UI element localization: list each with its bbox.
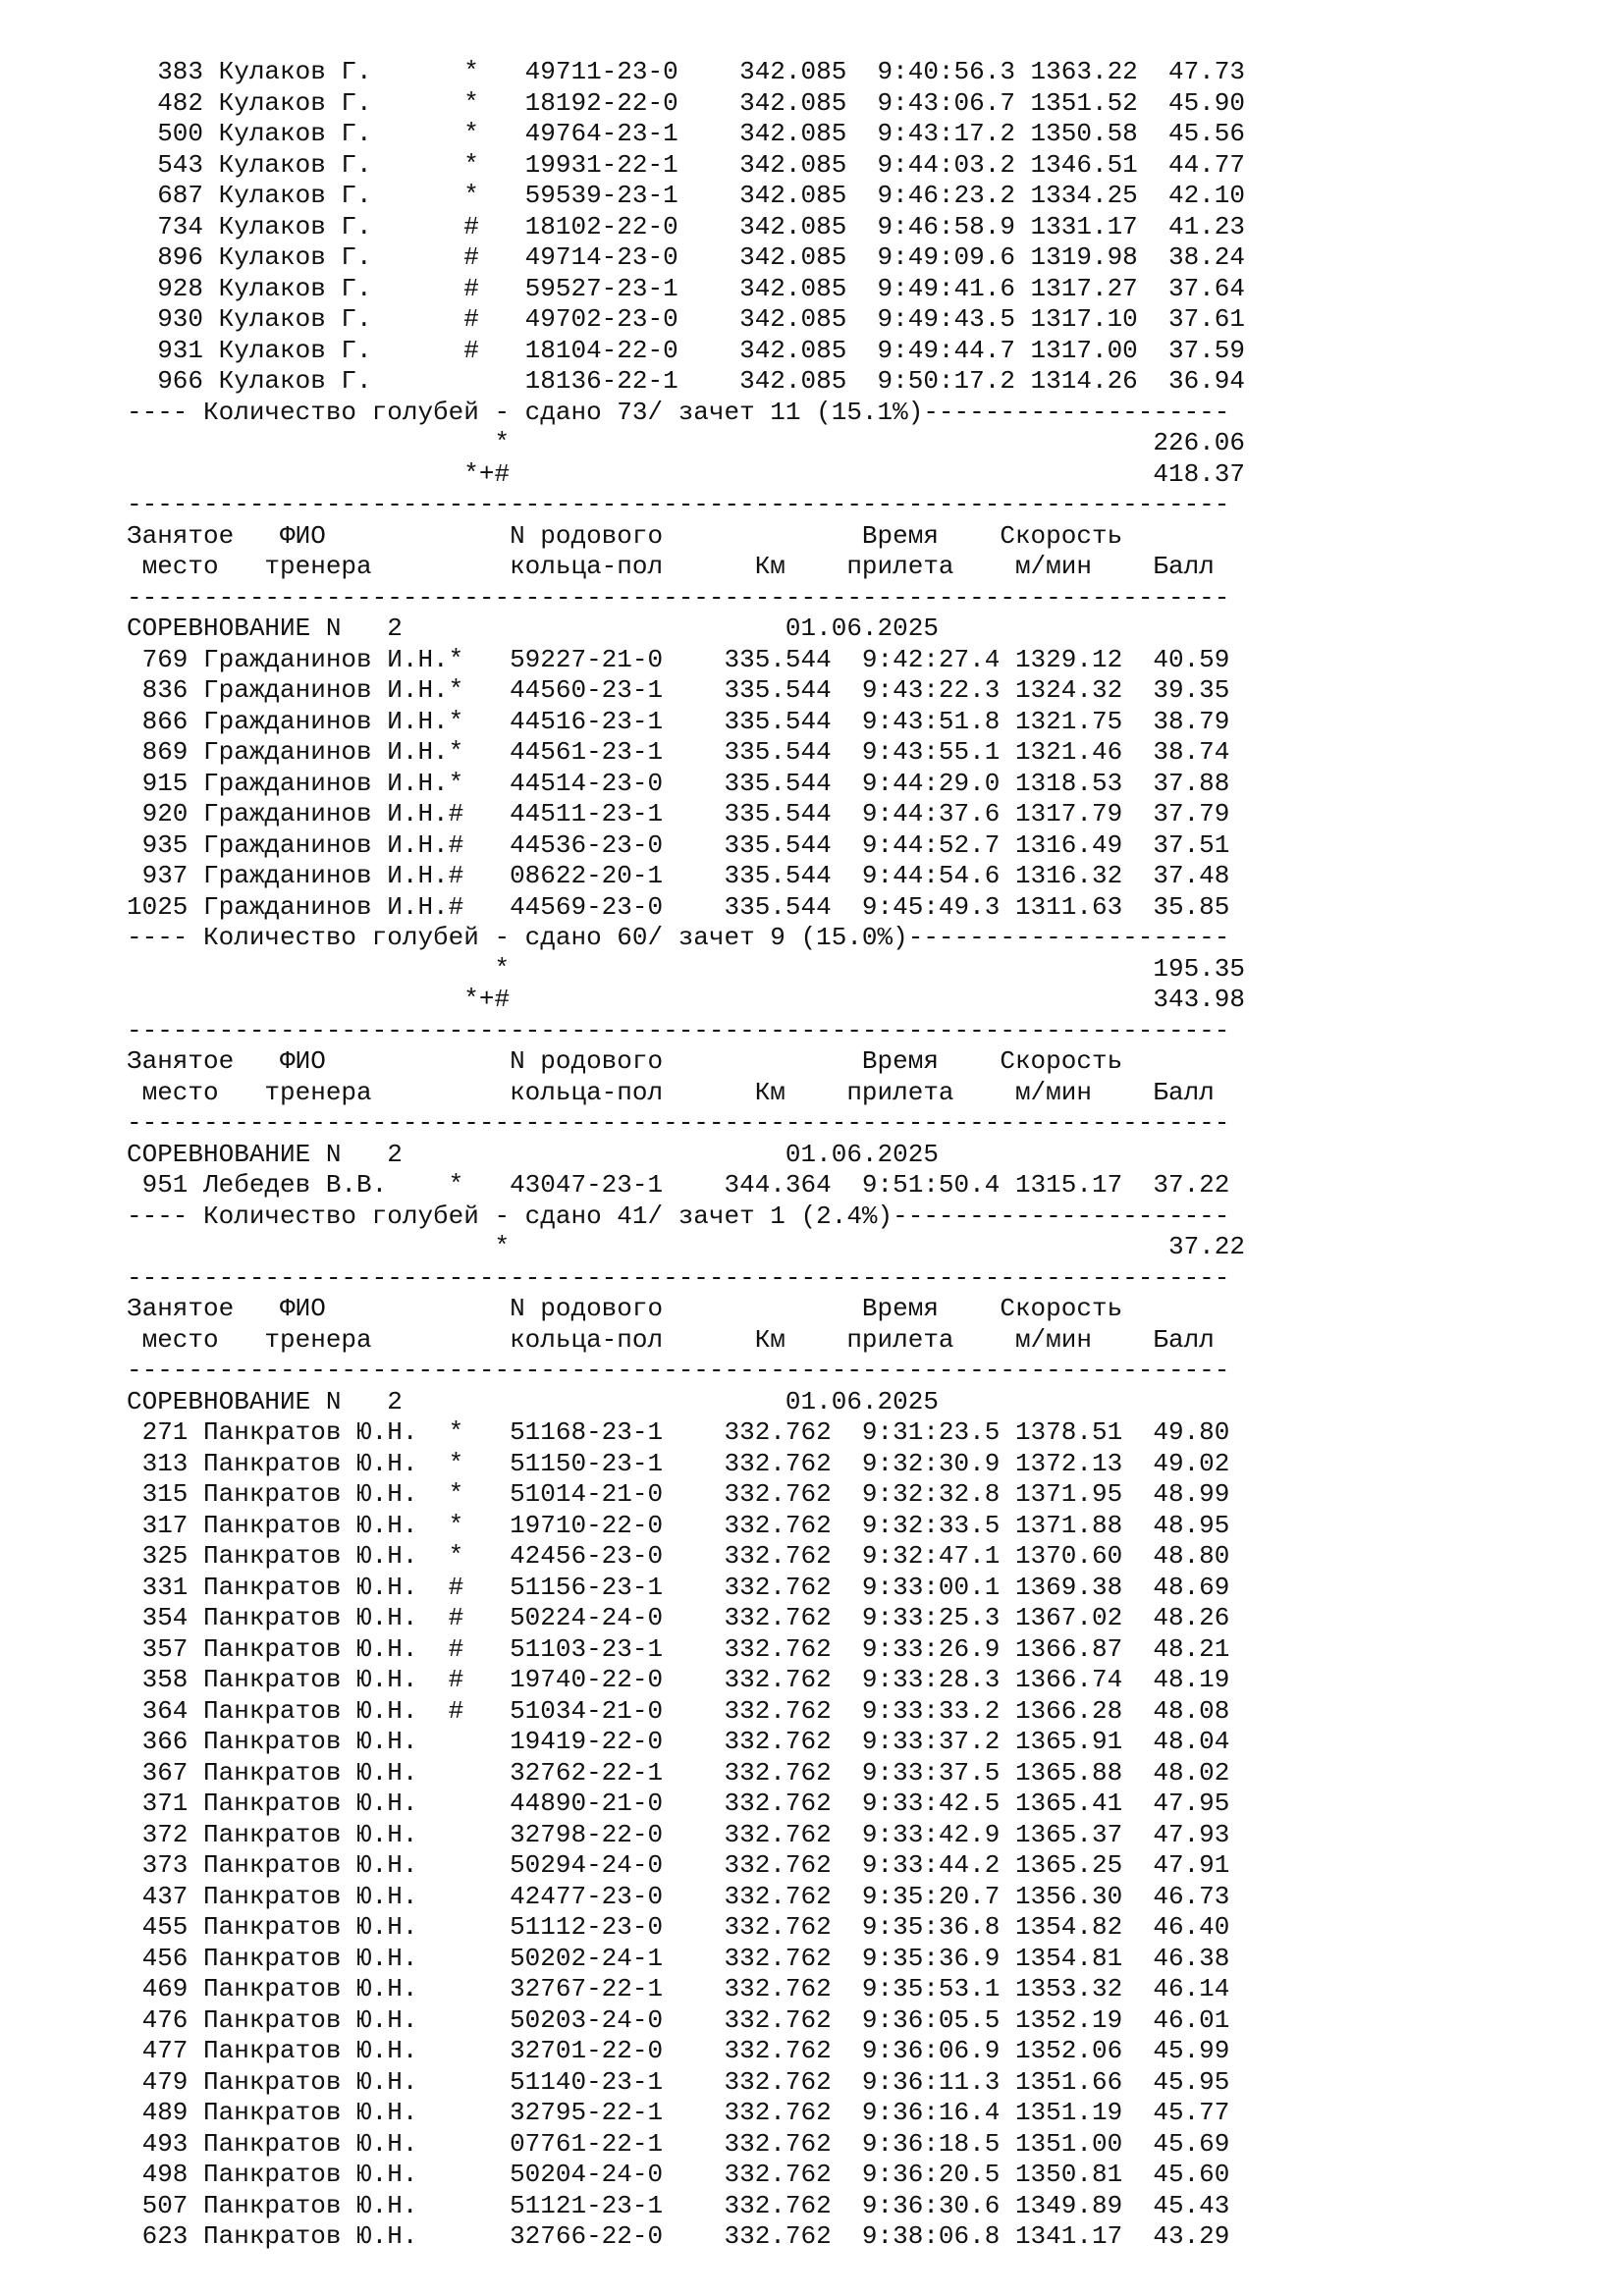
result-row: 498 Панкратов Ю.Н. 50204-24-0 332.762 9:36:20.5 1350.81 45.60 <box>127 2160 1230 2189</box>
result-row: 479 Панкратов Ю.Н. 51140-23-1 332.762 9:36:11.3 1351.66 45.95 <box>127 2066 1230 2097</box>
result-row: 937 Гражданинов И.Н.# 08622-20-1 335.544 9:44:54.6 1316.32 37.48 <box>127 861 1230 890</box>
result-row: 357 Панкратов Ю.Н. # 51103-23-1 332.762 9:33:26.9 1366.87 48.21 <box>127 1633 1230 1664</box>
result-row: 315 Панкратов Ю.Н. * 51014-21-0 332.762 9:32:32.8 1371.95 48.99 <box>127 1479 1230 1509</box>
result-row: 931 Кулаков Г. # 18104-22-0 342.085 9:49:44.7 1317.00 37.59 <box>127 335 1245 365</box>
result-row: 313 Панкратов Ю.Н. * 51150-23-1 332.762 9:32:30.9 1372.13 49.02 <box>127 1448 1230 1478</box>
subtotal-line: * 195.35 <box>127 953 1245 984</box>
result-row: 507 Панкратов Ю.Н. 51121-23-1 332.762 9:36:30.6 1349.89 45.43 <box>127 2190 1230 2220</box>
column-header: Занятое ФИО N родового Время Скорость <box>127 1294 1123 1323</box>
summary-line: ---- Количество голубей - сдано 73/ зачет 11 (15.1%)-------------------- <box>127 397 1230 427</box>
separator-line: ------------------------------------------------------------------------ <box>127 1262 1230 1293</box>
competition-header: СОРЕВНОВАНИЕ N 2 01.06.2025 <box>127 1386 939 1416</box>
result-row: 325 Панкратов Ю.Н. * 42456-23-0 332.762 9:32:47.1 1370.60 48.80 <box>127 1541 1230 1571</box>
result-row: 966 Кулаков Г. 18136-22-1 342.085 9:50:17.2 1314.26 36.94 <box>127 366 1245 396</box>
subtotal-line: * 37.22 <box>127 1232 1245 1261</box>
summary-line: ---- Количество голубей - сдано 60/ зачет 9 (15.0%)--------------------- <box>127 923 1230 952</box>
result-row: 1025 Гражданинов И.Н.# 44569-23-0 335.544 9:45:49.3 1311.63 35.85 <box>127 891 1230 922</box>
result-row: 317 Панкратов Ю.Н. * 19710-22-0 332.762 9:32:33.5 1371.88 48.95 <box>127 1510 1230 1540</box>
result-row: 371 Панкратов Ю.Н. 44890-21-0 332.762 9:33:42.5 1365.41 47.95 <box>127 1789 1230 1818</box>
result-row: 500 Кулаков Г. * 49764-23-1 342.085 9:43:17.2 1350.58 45.56 <box>127 119 1245 148</box>
result-row: 331 Панкратов Ю.Н. # 51156-23-1 332.762 9:33:00.1 1369.38 48.69 <box>127 1572 1230 1602</box>
result-row: 920 Гражданинов И.Н.# 44511-23-1 335.544 9:44:37.6 1317.79 37.79 <box>127 799 1230 828</box>
result-row: 915 Гражданинов И.Н.* 44514-23-0 335.544 9:44:29.0 1318.53 37.88 <box>127 768 1230 798</box>
result-row: 734 Кулаков Г. # 18102-22-0 342.085 9:46:58.9 1331.17 41.23 <box>127 211 1245 241</box>
result-row: 493 Панкратов Ю.Н. 07761-22-1 332.762 9:36:18.5 1351.00 45.69 <box>127 2128 1230 2159</box>
result-row: 896 Кулаков Г. # 49714-23-0 342.085 9:49:09.6 1319.98 38.24 <box>127 242 1245 272</box>
result-row: 930 Кулаков Г. # 49702-23-0 342.085 9:49:43.5 1317.10 37.61 <box>127 304 1245 334</box>
result-row: 455 Панкратов Ю.Н. 51112-23-0 332.762 9:35:36.8 1354.82 46.40 <box>127 1912 1230 1942</box>
result-row: 489 Панкратов Ю.Н. 32795-22-1 332.762 9:36:16.4 1351.19 45.77 <box>127 2098 1230 2127</box>
result-row: 358 Панкратов Ю.Н. # 19740-22-0 332.762 9:33:28.3 1366.74 48.19 <box>127 1665 1230 1694</box>
result-row: 935 Гражданинов И.Н.# 44536-23-0 335.544 9:44:52.7 1316.49 37.51 <box>127 829 1230 860</box>
result-row: 687 Кулаков Г. * 59539-23-1 342.085 9:46:23.2 1334.25 42.10 <box>127 181 1245 210</box>
subtotal-line: *+# 343.98 <box>127 985 1245 1014</box>
separator-line: ------------------------------------------------------------------------ <box>127 582 1230 613</box>
result-row: 373 Панкратов Ю.Н. 50294-24-0 332.762 9:33:44.2 1365.25 47.91 <box>127 1850 1230 1880</box>
subtotal-line: *+# 418.37 <box>127 458 1245 489</box>
column-header: Занятое ФИО N родового Время Скорость <box>127 520 1123 551</box>
result-row: 456 Панкратов Ю.Н. 50202-24-1 332.762 9:35:36.9 1354.81 46.38 <box>127 1943 1230 1973</box>
result-row: 437 Панкратов Ю.Н. 42477-23-0 332.762 9:35:20.7 1356.30 46.73 <box>127 1881 1230 1911</box>
result-row: 769 Гражданинов И.Н.* 59227-21-0 335.544 9:42:27.4 1329.12 40.59 <box>127 644 1230 674</box>
column-header: место тренера кольца-пол Км прилета м/мин Балл <box>127 1077 1215 1107</box>
result-row: 364 Панкратов Ю.Н. # 51034-21-0 332.762 9:33:33.2 1366.28 48.08 <box>127 1695 1230 1726</box>
column-header: Занятое ФИО N родового Время Скорость <box>127 1046 1123 1076</box>
results-document <box>127 57 1245 2253</box>
column-header: место тренера кольца-пол Км прилета м/мин Балл <box>127 552 1215 581</box>
summary-line: ---- Количество голубей - сдано 41/ зачет 1 (2.4%)---------------------- <box>127 1201 1230 1231</box>
competition-header: СОРЕВНОВАНИЕ N 2 01.06.2025 <box>127 614 939 643</box>
result-row: 951 Лебедев В.В. * 43047-23-1 344.364 9:51:50.4 1315.17 37.22 <box>127 1170 1230 1200</box>
competition-header: СОРЕВНОВАНИЕ N 2 01.06.2025 <box>127 1139 939 1169</box>
result-row: 482 Кулаков Г. * 18192-22-0 342.085 9:43:06.7 1351.52 45.90 <box>127 87 1245 118</box>
result-row: 366 Панкратов Ю.Н. 19419-22-0 332.762 9:33:37.2 1365.91 48.04 <box>127 1727 1230 1756</box>
result-row: 928 Кулаков Г. # 59527-23-1 342.085 9:49:41.6 1317.27 37.64 <box>127 273 1245 303</box>
result-row: 869 Гражданинов И.Н.* 44561-23-1 335.544 9:43:55.1 1321.46 38.74 <box>127 737 1230 767</box>
result-row: 477 Панкратов Ю.Н. 32701-22-0 332.762 9:36:06.9 1352.06 45.99 <box>127 2036 1230 2065</box>
result-row: 866 Гражданинов И.Н.* 44516-23-1 335.544 9:43:51.8 1321.75 38.79 <box>127 706 1230 736</box>
separator-line: ------------------------------------------------------------------------ <box>127 1015 1230 1045</box>
result-row: 476 Панкратов Ю.Н. 50203-24-0 332.762 9:36:05.5 1352.19 46.01 <box>127 2004 1230 2035</box>
subtotal-line: * 226.06 <box>127 428 1245 457</box>
separator-line: ------------------------------------------------------------------------ <box>127 1108 1230 1138</box>
result-row: 354 Панкратов Ю.Н. # 50224-24-0 332.762 9:33:25.3 1367.02 48.26 <box>127 1603 1230 1632</box>
result-row: 372 Панкратов Ю.Н. 32798-22-0 332.762 9:33:42.9 1365.37 47.93 <box>127 1819 1230 1849</box>
result-row: 469 Панкратов Ю.Н. 32767-22-1 332.762 9:35:53.1 1353.32 46.14 <box>127 1974 1230 2003</box>
separator-line: ------------------------------------------------------------------------ <box>127 490 1230 519</box>
result-row: 367 Панкратов Ю.Н. 32762-22-1 332.762 9:33:37.5 1365.88 48.02 <box>127 1757 1230 1788</box>
result-row: 623 Панкратов Ю.Н. 32766-22-0 332.762 9:38:06.8 1341.17 43.29 <box>127 2221 1230 2251</box>
separator-line: ------------------------------------------------------------------------ <box>127 1356 1230 1385</box>
result-row: 836 Гражданинов И.Н.* 44560-23-1 335.544 9:43:22.3 1324.32 39.35 <box>127 675 1230 705</box>
result-row: 383 Кулаков Г. * 49711-23-0 342.085 9:40:56.3 1363.22 47.73 <box>127 57 1245 86</box>
result-row: 543 Кулаков Г. * 19931-22-1 342.085 9:44:03.2 1346.51 44.77 <box>127 149 1245 180</box>
column-header: место тренера кольца-пол Км прилета м/мин Балл <box>127 1324 1215 1355</box>
result-row: 271 Панкратов Ю.Н. * 51168-23-1 332.762 9:31:23.5 1378.51 49.80 <box>127 1417 1230 1447</box>
